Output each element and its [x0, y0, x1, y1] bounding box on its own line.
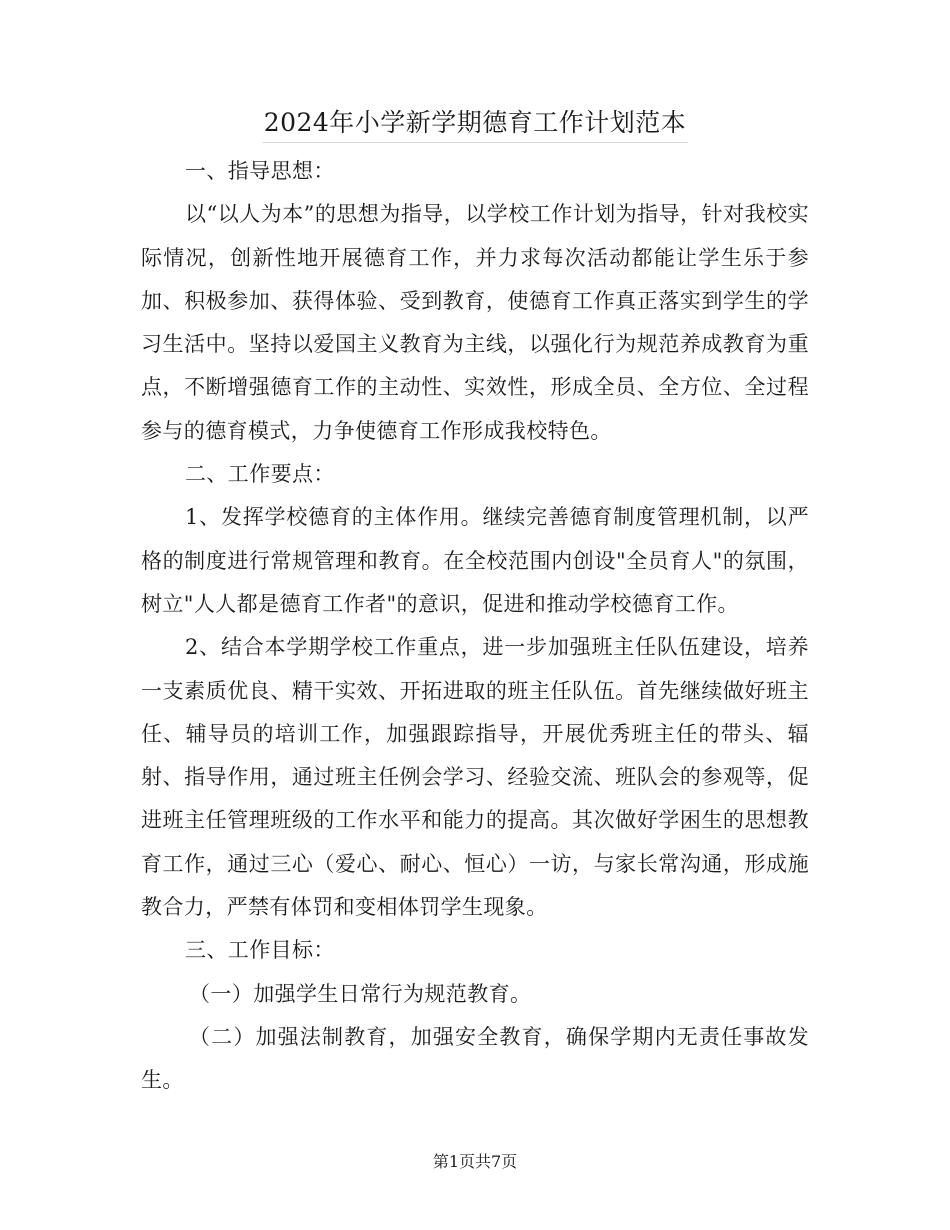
document-title [0, 104, 950, 143]
paragraph-guiding-thought: 以“以人为本”的思想为指导，以学校工作计划为指导，针对我校实际情况，创新性地开展德育工作，并力求每次活动都能让学生乐于参加、积极参加、获得体验、受到教育，使德育工作真正落实到学生的学习生活中。坚持以爱国主义教育为主线，以强化行为规范养成教育为重点，不断增强德育工作的主动性、实效性，形成全员、全方位、全过程参与的德育模式，力争使德育工作形成我校特色。 [141, 202, 809, 443]
paragraph-goal-1: （一）加强学生日常行为规范教育。 [189, 981, 532, 1006]
paragraph-goal-2: （二）加强法制教育，加强安全教育，确保学期内无责任事故发生。 [141, 1024, 809, 1093]
section-heading-work-goals: 三、工作目标： [185, 938, 335, 963]
document-title-text: 2024年小学新学期德育工作计划范本 [262, 104, 689, 143]
section-heading-work-points: 二、工作要点： [185, 462, 335, 487]
page-number: 第1页共7页 [432, 1152, 518, 1171]
paragraph-work-point-2: 2、结合本学期学校工作重点，进一步加强班主任队伍建设，培养一支素质优良、精干实效、开拓进取的班主任队伍。首先继续做好班主任、辅导员的培训工作，加强跟踪指导，开展优秀班主任的带头、辐射、指导作用，通过班主任例会学习、经验交流、班队会的参观等，促进班主任管理班级的工作水平和能力的提高。其次做好学困生的思想教育工作，通过三心（爱心、耐心、恒心）一访，与家长常沟通，形成施教合力，严禁有体罚和变相体罚学生现象。 [141, 635, 809, 920]
document-body [141, 150, 809, 1103]
section-heading-guiding-thought: 一、指导思想： [185, 159, 335, 183]
paragraph-work-point-1: 1、发挥学校德育的主体作用。继续完善德育制度管理机制，以严格的制度进行常规管理和教育。在全校范围内创设"全员育人"的氛围，树立"人人都是德育工作者"的意识，促进和推动学校德育工作。 [141, 505, 809, 616]
